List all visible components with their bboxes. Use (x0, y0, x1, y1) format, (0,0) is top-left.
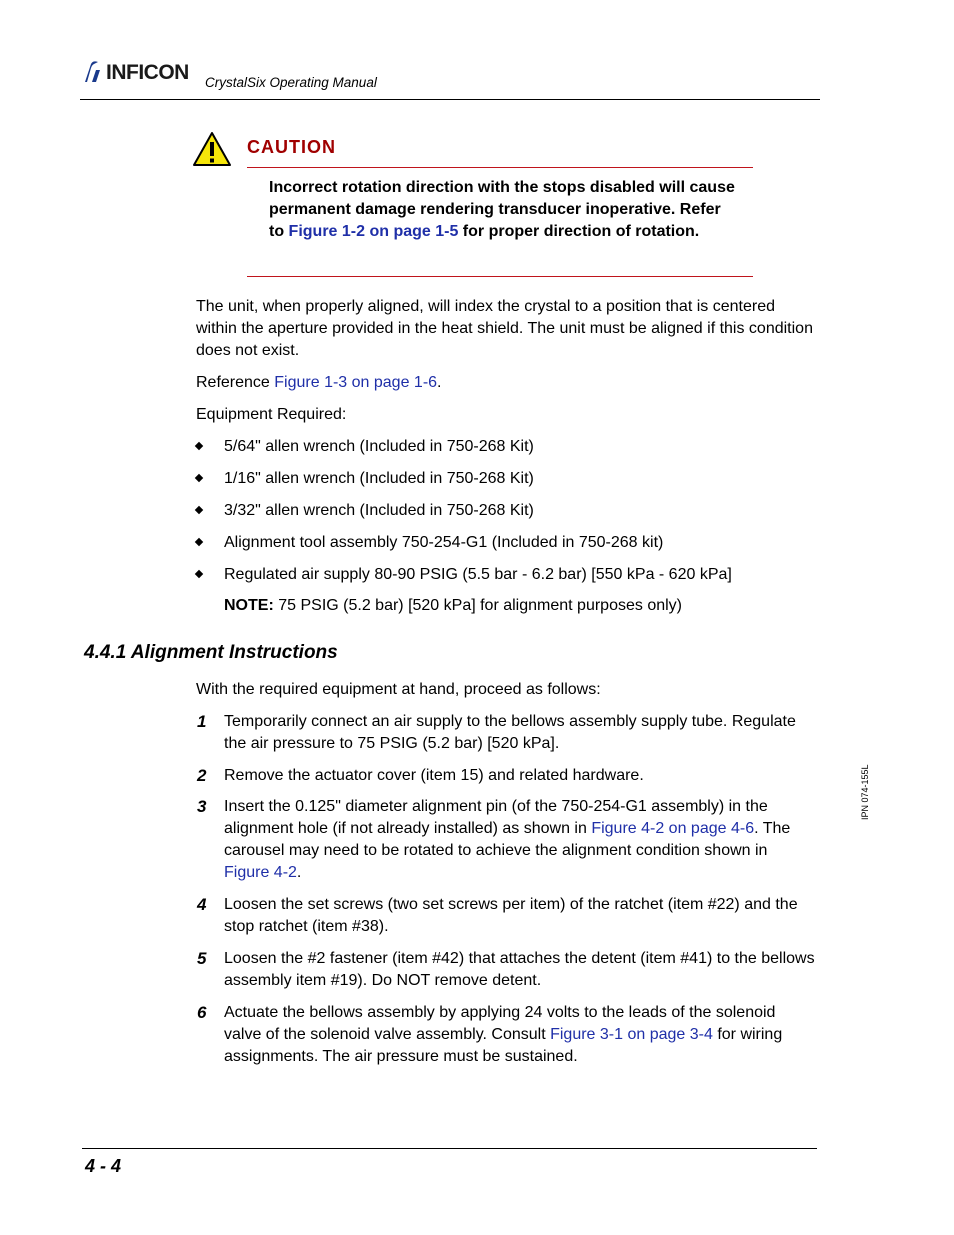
caution-text-part: for proper direction of rotation. (458, 223, 700, 240)
reference-prefix: Reference (196, 374, 275, 391)
list-item-text: 5/64" allen wrench (Included in 750-268 Kit) (224, 438, 534, 455)
caution-figure-link[interactable]: Figure 1-2 on page 1-5 (288, 223, 459, 240)
step-text (224, 796, 816, 884)
step-number: 4 (197, 895, 207, 914)
manual-title: CrystalSix Operating Manual (205, 75, 377, 90)
page-number: 4 - 4 (85, 1156, 122, 1176)
reference-line (196, 372, 816, 394)
inficon-logo (82, 58, 189, 84)
step-text: Temporarily connect an air supply to the bellows assembly supply tube. Regulate the air pressure to 75 PSIG (5.2 bar) [520 kPa]. (224, 713, 796, 752)
caution-title: CAUTION (247, 137, 336, 157)
step-number: 6 (197, 1003, 207, 1022)
bullet-icon (195, 506, 203, 514)
bullet-icon (195, 474, 203, 482)
step-text-part: for wiring assignments. The air pressure must be sustained. (224, 1026, 783, 1065)
note (224, 595, 682, 617)
note-label: NOTE: (224, 597, 274, 614)
step-figure-link[interactable]: Figure 4-2 (224, 864, 297, 881)
caution-bottom-rule (247, 276, 753, 277)
step-figure-link[interactable]: Figure 3-1 on page 3-4 (550, 1026, 713, 1043)
step-text: Loosen the set screws (two set screws per item) of the ratchet (item #22) and the stop ratchet (item #38). (224, 896, 798, 935)
reference-figure-link[interactable]: Figure 1-3 on page 1-6 (274, 374, 438, 391)
list-item-text: 1/16" allen wrench (Included in 750-268 Kit) (224, 470, 534, 487)
bullet-icon (195, 538, 203, 546)
step-number: 1 (197, 712, 207, 731)
step-number: 3 (197, 797, 207, 816)
caution-text-part: Incorrect rotation direction with the stops disabled will cause permanent damage rendering transducer inoperative. Refer to (269, 179, 735, 240)
step-text-part: . (296, 864, 302, 881)
header-rule (80, 99, 820, 100)
list-item-text: Alignment tool assembly 750-254-G1 (Included in 750-268 kit) (224, 534, 664, 551)
caution-text (269, 177, 739, 243)
reference-suffix: . (437, 374, 442, 391)
step-text: Loosen the #2 fastener (item #42) that attaches the detent (item #41) to the bellows assembly item #19). Do NOT remove detent. (224, 950, 815, 989)
step-text (224, 1002, 816, 1068)
section-lead: With the required equipment at hand, proceed as follows: (196, 681, 601, 698)
intro-paragraph: The unit, when properly aligned, will index the crystal to a position that is centered within the aperture provided in the heat shield. The unit must be aligned if this condition does not exist. (196, 298, 813, 359)
document-code: IPN 074-155L (860, 764, 870, 820)
step-number: 2 (197, 766, 207, 785)
logo-text: INFICON (106, 61, 189, 84)
bullet-icon (195, 570, 203, 578)
step-number: 5 (197, 949, 207, 968)
bullet-icon (195, 442, 203, 450)
caution-top-rule (247, 167, 753, 168)
step-text-part: . The carousel may need to be rotated to achieve the alignment condition shown in (224, 820, 791, 859)
list-item-text: Regulated air supply 80-90 PSIG (5.5 bar - 6.2 bar) [550 kPa - 620 kPa] (224, 566, 732, 583)
step-figure-link[interactable]: Figure 4-2 on page 4-6 (591, 820, 755, 837)
footer-rule (82, 1148, 817, 1149)
step-text-part: Insert the 0.125" diameter alignment pin (of the 750-254-G1 assembly) in the alignment hole (if not already installed) as shown in (224, 798, 768, 837)
inficon-logo-mark-icon (82, 60, 104, 84)
section-heading: 4.4.1 Alignment Instructions (84, 642, 338, 663)
step-text-part: Actuate the bellows assembly by applying 24 volts to the leads of the solenoid valve of the solenoid valve assembly. Consult (224, 1004, 776, 1043)
caution-warning-icon (192, 131, 232, 167)
note-text: 75 PSIG (5.2 bar) [520 kPa] for alignment purposes only) (273, 597, 682, 614)
step-text: Remove the actuator cover (item 15) and related hardware. (224, 767, 644, 784)
equipment-label: Equipment Required: (196, 406, 347, 423)
list-item-text: 3/32" allen wrench (Included in 750-268 Kit) (224, 502, 534, 519)
